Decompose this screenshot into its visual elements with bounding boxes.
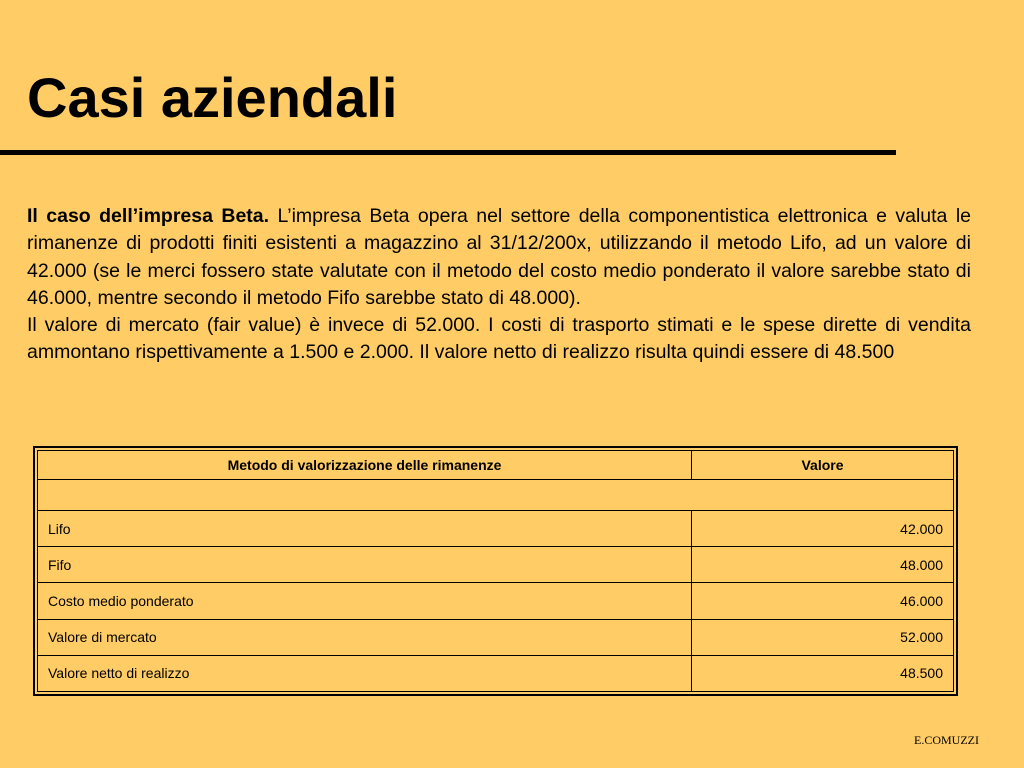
empty-cell [38,480,954,511]
paragraph-1-text: L’impresa Beta opera nel settore della componentistica elettronica e valuta le rimanenze di prodotti finiti esistenti a magazzino al 31/12/200x, utilizzando il metodo Lifo, ad un valore di 42.000 (se le merci fossero state valutate con il metodo del costo medio ponderato il valore sarebbe stato di 46.000, mentre secondo il metodo Fifo sarebbe stato di 48.000). [27,205,971,309]
value-cell: 42.000 [692,511,954,547]
valuation-table [33,446,958,696]
method-cell: Fifo [38,547,692,583]
footer-author: E.COMUZZI [914,733,979,747]
table-row [38,583,954,619]
value-cell: 52.000 [692,619,954,655]
method-cell: Lifo [38,511,692,547]
table-row [38,511,954,547]
value-cell: 46.000 [692,583,954,619]
table-row [38,547,954,583]
table-header-row [38,451,954,480]
header-method: Metodo di valorizzazione delle rimanenze [38,451,692,480]
method-cell: Costo medio ponderato [38,583,692,619]
paragraph-2: Il valore di mercato (fair value) è invece di 52.000. I costi di trasporto stimati e le spese dirette di vendita ammontano rispettivamente a 1.500 e 2.000. Il valore netto di realizzo risulta quindi essere di 48.500 [27,314,971,364]
paragraph-1 [27,203,971,312]
slide-title: Casi aziendali [27,66,398,129]
table-empty-row [38,480,954,511]
table-row [38,619,954,655]
value-cell: 48.000 [692,547,954,583]
paragraph-1-lead: Il caso dell’impresa Beta. [27,205,270,227]
table-row [38,655,954,691]
method-cell: Valore di mercato [38,619,692,655]
value-cell: 48.500 [692,655,954,691]
slide-body [27,203,971,367]
method-cell: Valore netto di realizzo [38,655,692,691]
title-underline [0,150,896,155]
header-value: Valore [692,451,954,480]
